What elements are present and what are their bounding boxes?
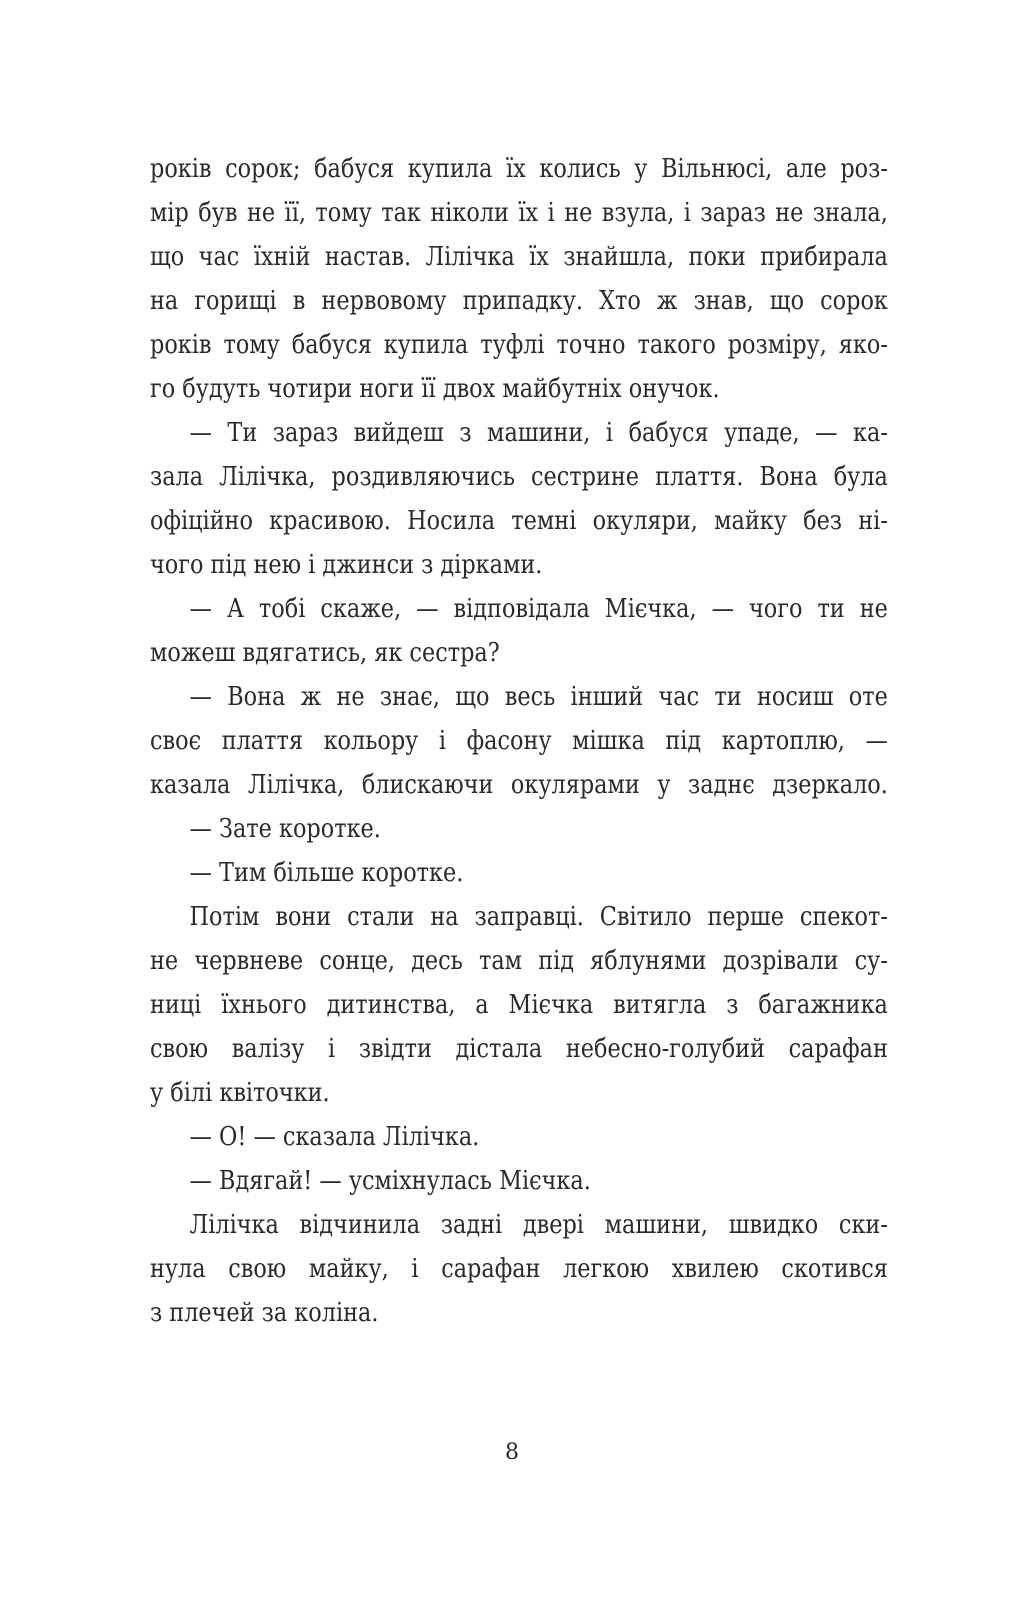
text-line: — О! — сказала Лілічка. xyxy=(189,1122,480,1152)
text-line: чого під нею і джинси з дірками. xyxy=(150,550,543,580)
text-line: нула свою майку, і сарафан легкою хвилею скотився xyxy=(150,1254,888,1284)
text-line: можеш вдягатись, як сестра? xyxy=(150,638,500,668)
text-line: — Вдягай! — усміхнулась Мієчка. xyxy=(189,1166,591,1196)
text-line: ниці їхнього дитинства, а Мієчка витягла з багажника xyxy=(150,990,888,1020)
text-line: офіційно красивою. Носила темні окуляри, майку без ні- xyxy=(150,506,888,536)
text-line: років сорок; бабуся купила їх колись у Вільнюсі, але роз- xyxy=(150,154,888,184)
text-line: не червневе сонце, десь там під яблунями дозрівали су- xyxy=(150,946,888,976)
text-line: Лілічка відчинила задні двері машини, швидко ски- xyxy=(189,1210,888,1240)
text-line: з плечей за коліна. xyxy=(150,1298,379,1328)
text-line: казала Лілічка, блискаючи окулярами у заднє дзеркало. xyxy=(150,770,888,800)
text-line: — Вона ж не знає, що весь інший час ти носиш оте xyxy=(189,682,888,712)
text-line: своє плаття кольору і фасону мішка під картоплю, — xyxy=(150,726,888,756)
page-number: 8 xyxy=(505,1440,519,1465)
text-line: го будуть чотири ноги її двох майбутніх онучок. xyxy=(150,374,720,404)
text-line: мір був не її, тому так ніколи їх і не взула, і зараз не знала, xyxy=(150,198,888,228)
text-line: Потім вони стали на заправці. Світило перше спекот- xyxy=(189,902,888,932)
text-line: зала Лілічка, роздивляючись сестрине плаття. Вона була xyxy=(150,462,888,492)
text-line: у білі квіточки. xyxy=(150,1078,330,1108)
text-line: — Зате коротке. xyxy=(189,814,381,844)
text-line: свою валізу і звідти дістала небесно-голубий сарафан xyxy=(150,1034,888,1064)
text-line: — А тобі скаже, — відповідала Мієчка, — чого ти не xyxy=(189,594,888,624)
text-line: — Тим більше коротке. xyxy=(189,858,464,888)
text-line: років тому бабуся купила туфлі точно такого розміру, яко- xyxy=(150,330,888,360)
text-line: — Ти зараз вийдеш з машини, і бабуся упаде, — ка- xyxy=(189,418,888,448)
text-line: що час їхній настав. Лілічка їх знайшла, поки прибирала xyxy=(150,242,888,272)
text-line: на горищі в нервовому припадку. Хто ж знав, що сорок xyxy=(150,286,888,316)
page-text-body xyxy=(150,147,888,1335)
